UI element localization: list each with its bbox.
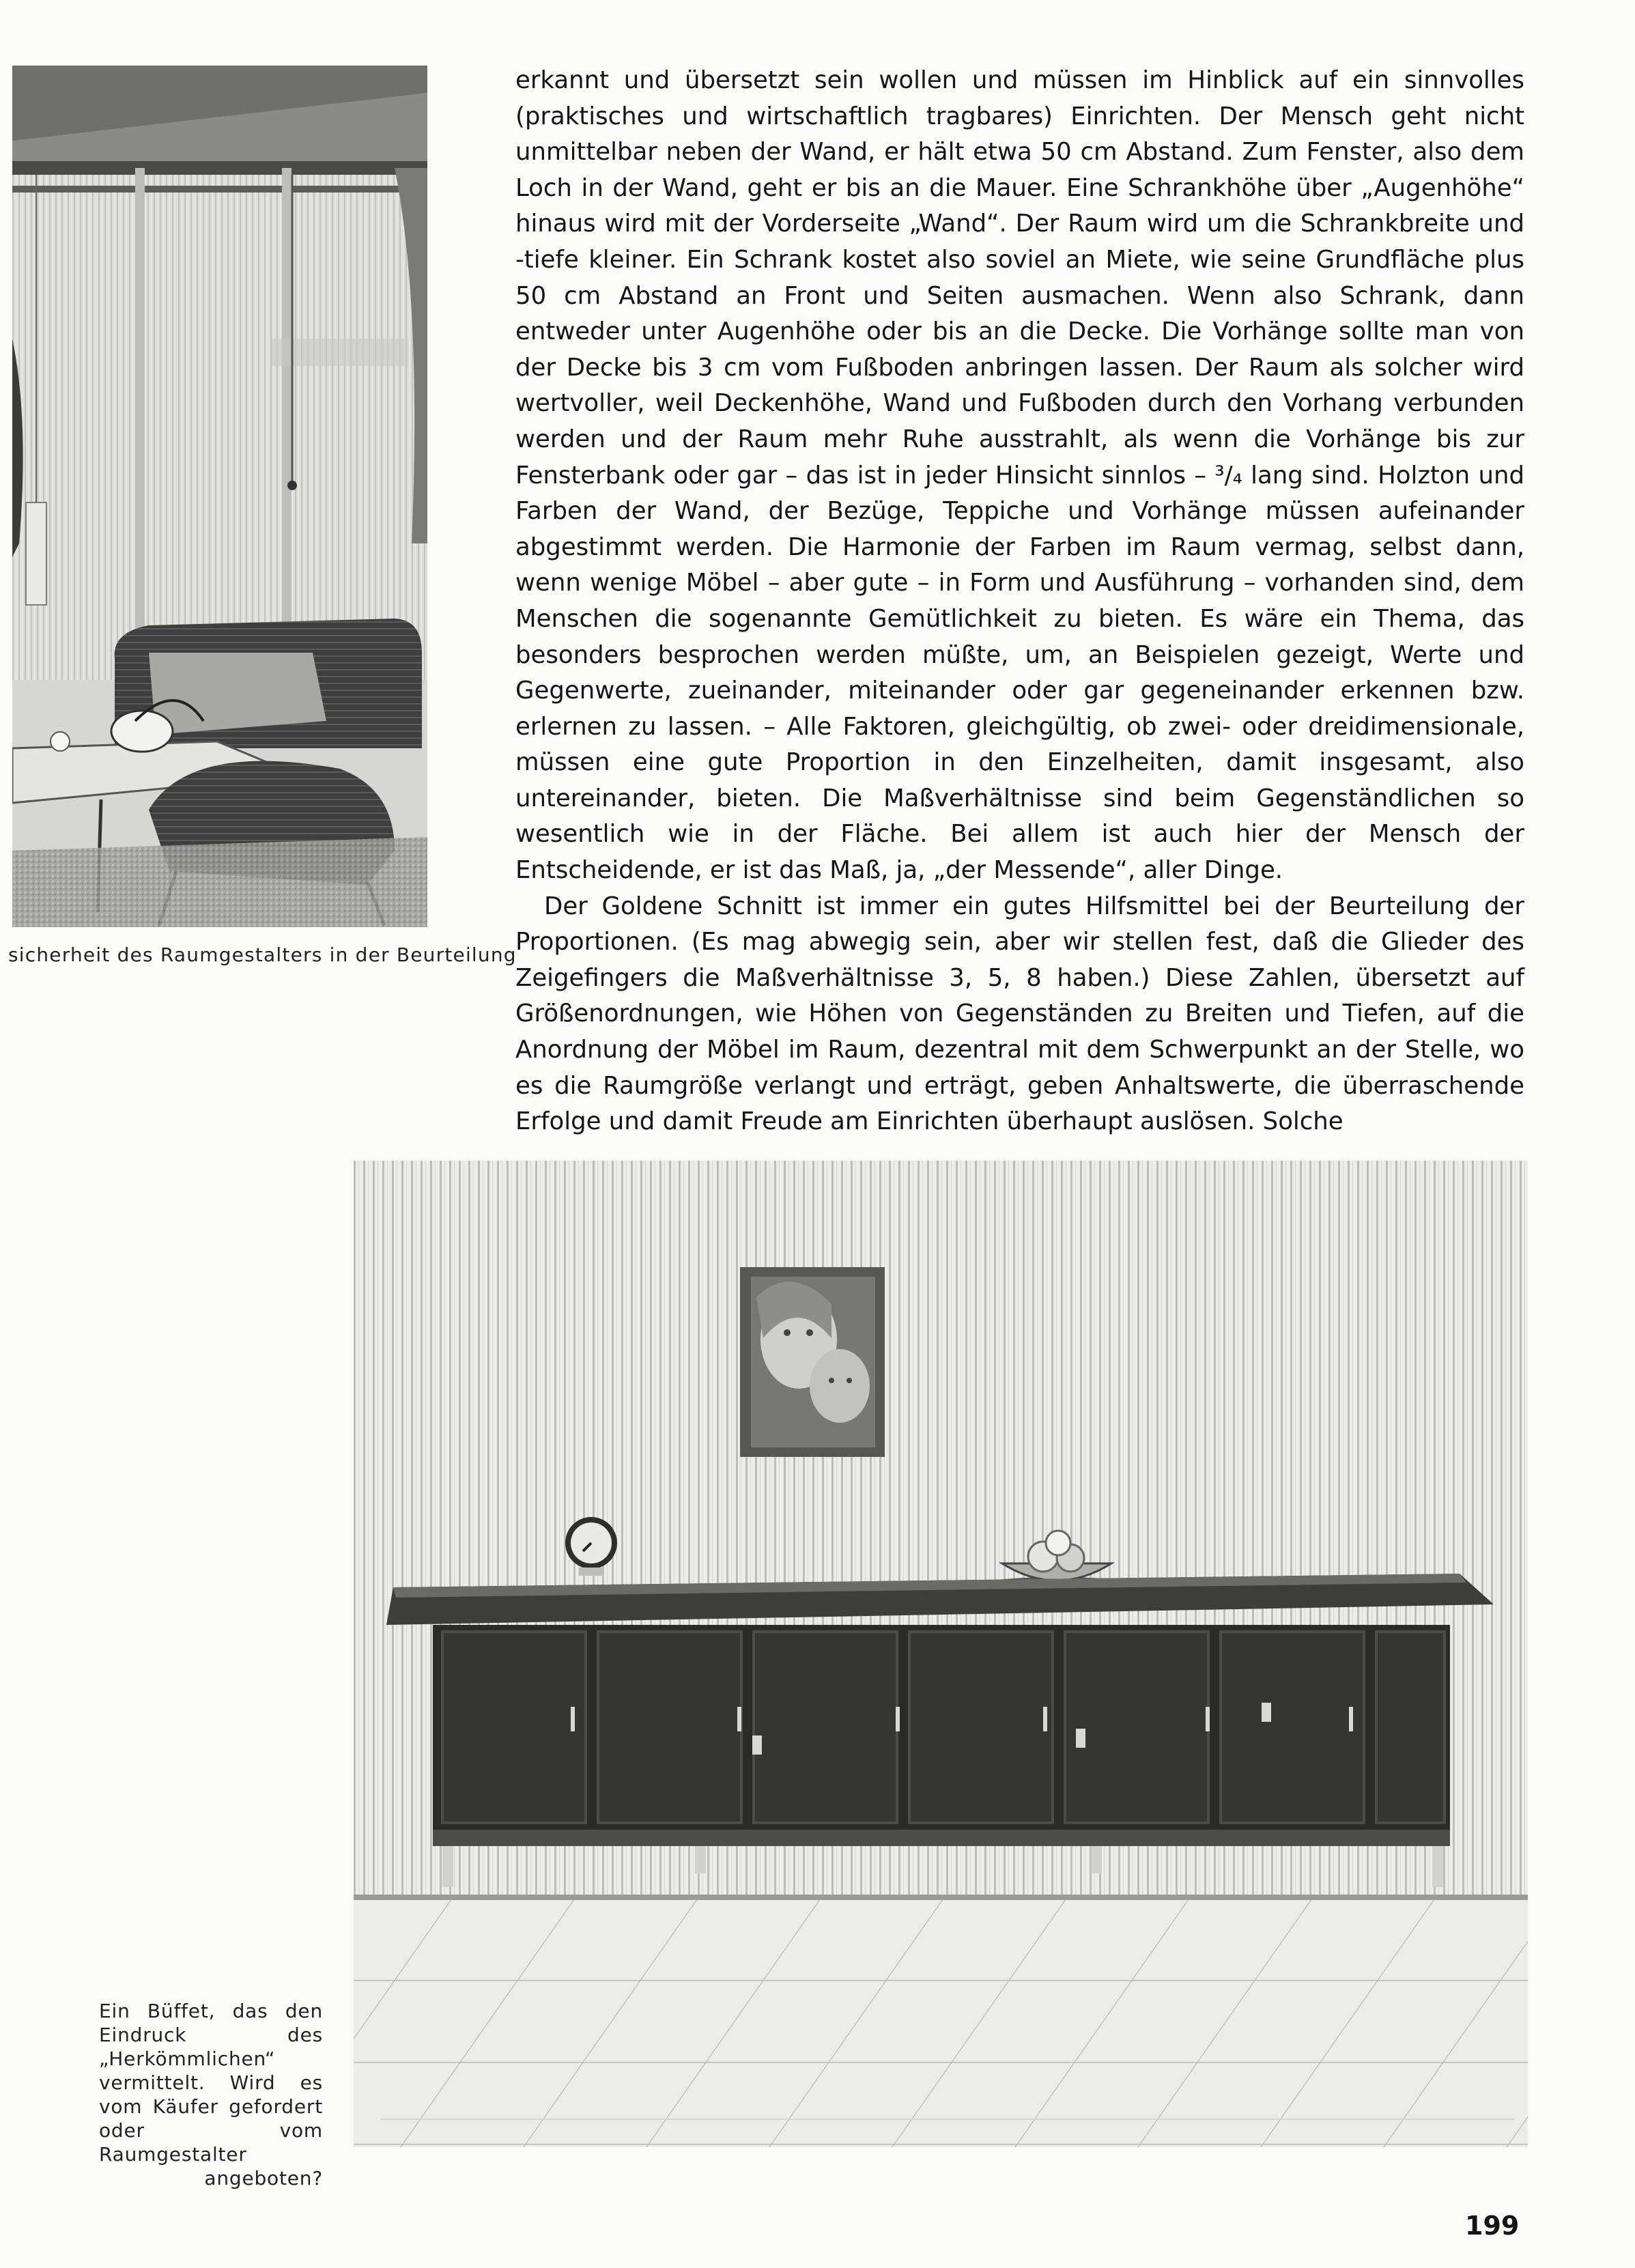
sideboard-photo-icon xyxy=(354,1161,1528,2147)
living-room-photo-icon xyxy=(12,66,427,927)
page-number: 199 xyxy=(1465,2211,1520,2241)
living-room-photo xyxy=(12,66,427,927)
top-photo-caption: sicherheit des Raumgestalters in der Beurteilung xyxy=(8,944,517,966)
bottom-photo-caption: Ein Büffet, das den Eindruck des „Herkömmlichen“ vermittelt. Wird es vom Käufer gefordert oder vom Raumgestalter angeboten? xyxy=(99,2000,323,2189)
article-body xyxy=(515,63,1524,1140)
paragraph-1: erkannt und übersetzt sein wollen und müssen im Hinblick auf ein sinnvolles (praktisches und wirtschaftlich tragbares) Einrichten. Der Mensch geht nicht unmittelbar neben der Wand, er hält etwa 50 cm Abstand. Zum Fenster, also dem Loch in der Wand, geht er bis an die Mauer. Eine Schrankhöhe über „Augenhöhe“ hinaus wird mit der Vorderseite „Wand“. Der Raum wird um die Schrankbreite und -tiefe kleiner. Ein Schrank kostet also soviel an Miete, wie seine Grundfläche plus 50 cm Abstand an Front und Seiten ausmachen. Wenn also Schrank, dann entweder unter Augenhöhe oder bis an die Decke. Die Vorhänge sollte man von der Decke bis 3 cm vom Fußboden anbringen lassen. Der Raum als solcher wird wertvoller, weil Deckenhöhe, Wand und Fußboden durch den Vorhang verbunden werden und der Raum mehr Ruhe ausstrahlt, als wenn die Vorhänge bis zur Fensterbank oder gar – das ist in jeder Hinsicht sinnlos – ³/₄ lang sind. Holzton und Farben der Wand, der Bezüge, Teppiche und Vorhänge müssen aufeinander abgestimmt werden. Die Harmonie der Farben im Raum vermag, selbst dann, wenn wenige Möbel – aber gute – in Form und Ausführung – vorhanden sind, dem Menschen die sogenannte Gemütlichkeit zu bieten. Es wäre ein Thema, das besonders besprochen werden müßte, um, an Beispielen gezeigt, Werte und Gegenwerte, zueinander, miteinander oder gar gegeneinander erkennen bzw. erlernen zu lassen. – Alle Faktoren, gleichgültig, ob zwei- oder dreidimensionale, müssen eine gute Proportion in den Einzelheiten, damit insgesamt, also untereinander, bieten. Die Maßverhältnisse sind beim Gegenständlichen so wesentlich wie in der Fläche. Bei allem ist auch hier der Mensch der Entscheidende, er ist das Maß, ja, „der Messende“, aller Dinge. xyxy=(515,66,1524,885)
paragraph-2: Der Goldene Schnitt ist immer ein gutes Hilfsmittel bei der Beurteilung der Proportionen. (Es mag abwegig sein, aber wir stellen fest, daß die Glieder des Zeigefingers die Maßverhältnisse 3, 5, 8 haben.) Diese Zahlen, übersetzt auf Größenordnungen, wie Höhen von Gegenständen zu Breiten und Tiefen, auf die Anordnung der Möbel im Raum, dezentral mit dem Schwerpunkt an der Stelle, wo es die Raumgröße verlangt und erträgt, geben Anhaltswerte, die überraschende Erfolge und damit Freude am Einrichten überhaupt auslösen. Solche xyxy=(515,892,1524,1136)
sideboard-photo xyxy=(354,1161,1528,2147)
